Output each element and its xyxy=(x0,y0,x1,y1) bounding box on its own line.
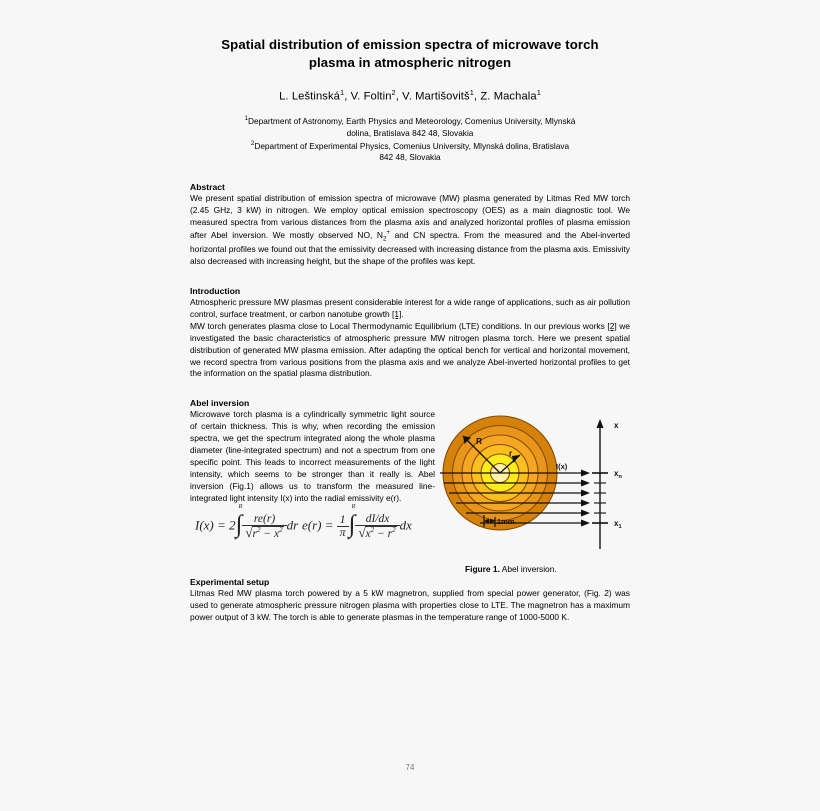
author-list xyxy=(190,88,630,103)
abstract-text-part1: We present spatial distribution of emission spectra of microwave (MW) plasma generated by Litmas Red MW torch (2.45 GHz, 3 kW) in nitrogen. We employ optical emission spectroscopy (OES) as a main diagnostic tool. We measured spectra from various distances from the plasma axis and analyzed horizontal profiles of plasma emission after Abel inversion. We mostly observed NO, N xyxy=(190,193,630,240)
affiliation-1 xyxy=(200,115,620,128)
formula-2-radicand-b: r xyxy=(387,527,393,540)
x-axis-arrowhead-icon xyxy=(597,419,604,428)
formula-2-radicand: $x^2 - r^2$ xyxy=(365,525,396,540)
page-content xyxy=(190,0,630,623)
formula-1-radicand-b: x xyxy=(274,527,280,540)
formula-radial-emissivity xyxy=(302,502,412,542)
formula-2-differential: dx xyxy=(399,517,412,533)
abel-inversion-heading: Abel inversion xyxy=(190,398,250,409)
affiliation-1-marker: 1 xyxy=(244,115,249,123)
formula-1-upper-limit: R xyxy=(238,502,243,510)
label-scale-1mm: 1mm xyxy=(497,517,515,527)
abstract-superscript: + xyxy=(386,228,391,236)
figure-1-caption-label: Figure 1. xyxy=(465,564,500,575)
formula-2-prefix-fraction xyxy=(337,514,349,539)
formula-1-radicand: $r^2 - x^2$ xyxy=(252,525,283,540)
formula-row xyxy=(190,502,630,559)
abstract-text xyxy=(190,193,630,268)
label-axis-xn: $x_n$ xyxy=(614,469,622,481)
abstract-heading: Abstract xyxy=(190,182,225,193)
formula-2-integral-icon: ∫ R r xyxy=(347,502,356,542)
formula-1-denominator xyxy=(242,525,286,540)
affiliation-1-line2: dolina, Bratislava 842 48, Slovakia xyxy=(346,127,474,138)
author-3-name: , V. Martišovitš xyxy=(395,90,470,103)
formula-1-exp-a: 2 xyxy=(257,525,261,534)
page-title xyxy=(190,36,630,72)
formula-1-radical-icon: √ xyxy=(245,524,253,540)
formula-1-radicand-a: r xyxy=(252,527,258,540)
figure-1-caption-text: Abel inversion. xyxy=(499,564,557,575)
formula-2-prefix-numerator: 1 xyxy=(339,513,346,526)
label-radius-r: r xyxy=(509,449,513,459)
formula-1-exp-b: 2 xyxy=(279,525,283,534)
formula-2-fraction xyxy=(355,513,399,540)
intro-p1-text: Atmospheric pressure MW plasmas present considerable interest for a wide range of applications, such as air pollution control, surface treatment, or carbon nanotube growth xyxy=(190,296,630,319)
author-2-affil-marker: 2 xyxy=(391,87,396,97)
formula-2-radicand-a: x xyxy=(365,527,371,540)
author-4-affil-marker: 1 xyxy=(536,87,541,97)
formula-1-numerator: re(r) xyxy=(253,512,276,525)
affiliation-2 xyxy=(200,140,620,153)
introduction-paragraph-2 xyxy=(190,321,630,381)
author-1-affil-marker: 1 xyxy=(340,87,345,97)
affiliation-2-line2: 842 48, Slovakia xyxy=(379,152,441,163)
abstract-text-part2: and CN spectra. From the measured and the Abel-inverted horizontal profiles we found out that the emissivity decreased with increasing distance from the plasma axis. Emissivity also decreased with increasing height, but the shape of the profiles was kept. xyxy=(190,229,630,266)
formula-2-prefix-denominator: π xyxy=(337,526,349,539)
abstract-subscript: 2 xyxy=(382,235,387,243)
experimental-setup-text: Litmas Red MW plasma torch powered by a 5 kW magnetron, supplied from special power generator, (Fig. 2) was used to generate atmospheric pressure nitrogen plasma with properties close to LTE. The magnetron has a maximum power output of 3 kW. The torch is able to generate plasmas in the temperature range of 1000-5000 K. xyxy=(190,587,630,622)
reference-link-2[interactable]: [2] xyxy=(607,320,617,331)
title-line-1: Spatial distribution of emission spectra of microwave torch xyxy=(221,37,599,52)
author-3-affil-marker: 1 xyxy=(469,87,474,97)
intro-p1-tail: . xyxy=(401,308,404,319)
affiliation-2-line1: Department of Experimental Physics, Comenius University, Mlynská dolina, Bratislava xyxy=(254,140,570,151)
label-axis-x1: $x_1$ xyxy=(614,519,622,531)
label-intensity-Ix: I(x) xyxy=(556,462,568,472)
affiliations xyxy=(190,115,630,164)
formula-1-lhs: I(x) = 2 xyxy=(195,517,236,533)
figure-1-caption xyxy=(465,564,557,574)
reference-link-1[interactable]: [1] xyxy=(392,308,402,319)
introduction-paragraph-1 xyxy=(190,297,630,321)
formula-2-upper-limit: R xyxy=(351,502,356,510)
author-2-name: , V. Foltin xyxy=(344,90,392,103)
experimental-setup-heading: Experimental setup xyxy=(190,576,270,587)
formula-line-integrated-intensity xyxy=(195,502,299,542)
formula-2-lhs: e(r) = xyxy=(302,517,334,533)
formula-2-radical-icon: √ xyxy=(358,524,366,540)
formula-1-integral-icon: ∫ R r xyxy=(234,502,243,542)
formula-1-fraction xyxy=(242,513,286,540)
formula-2-lower-limit: r xyxy=(347,534,351,542)
intro-p2-text: MW torch generates plasma close to Local Thermodynamic Equilibrium (LTE) conditions. In our previous works xyxy=(190,320,608,331)
label-radius-R: R xyxy=(476,436,483,447)
title-line-2: plasma in atmospheric nitrogen xyxy=(308,54,512,70)
formula-2-numerator: dI/dx xyxy=(365,512,390,525)
formula-2-exp-a: 2 xyxy=(370,525,375,534)
abel-inversion-text: Microwave torch plasma is a cylindrically symmetric light source of certain thickness. This is why, when recording the emission spectra, we get the spectrum integrated along the whole plasma diameter (line-integrated spectrum) and not a spectrum from one specific point. This leads to incorrect measurements of the light intensity, which seems to be stronger than it really is. Abel inversion (Fig.1) allows us to transform the measured line-integrated light intensity I(x) into the radial emissivity e(r). xyxy=(190,409,435,503)
affiliation-1-line1: Department of Astronomy, Earth Physics and Meteorology, Comenius University, Mlynská xyxy=(248,116,576,127)
label-axis-x: x xyxy=(614,421,619,431)
affiliation-2-marker: 2 xyxy=(250,139,255,147)
formula-1-differential: dr xyxy=(286,517,299,533)
author-1-name: L. Leštinská xyxy=(279,90,340,103)
page-number: 74 xyxy=(405,763,415,772)
intro-p2-tail: we investigated the basic characteristics of atmospheric pressure MW nitrogen plasma torch. Here we present spatial distribution of generated MW plasma emission. After adapting the optical bench for vertical and horizontal movement, we record spectra from various positions from the plasma axis and we analyze Abel-inverted horizontal profiles to get the information on the spatial plasma distribution. xyxy=(190,320,630,379)
author-4-name: , Z. Machala xyxy=(473,90,537,103)
formula-2-denominator xyxy=(355,525,399,540)
introduction-heading: Introduction xyxy=(190,285,241,296)
formula-1-lower-limit: r xyxy=(234,534,238,542)
formula-2-exp-b: 2 xyxy=(392,525,396,534)
